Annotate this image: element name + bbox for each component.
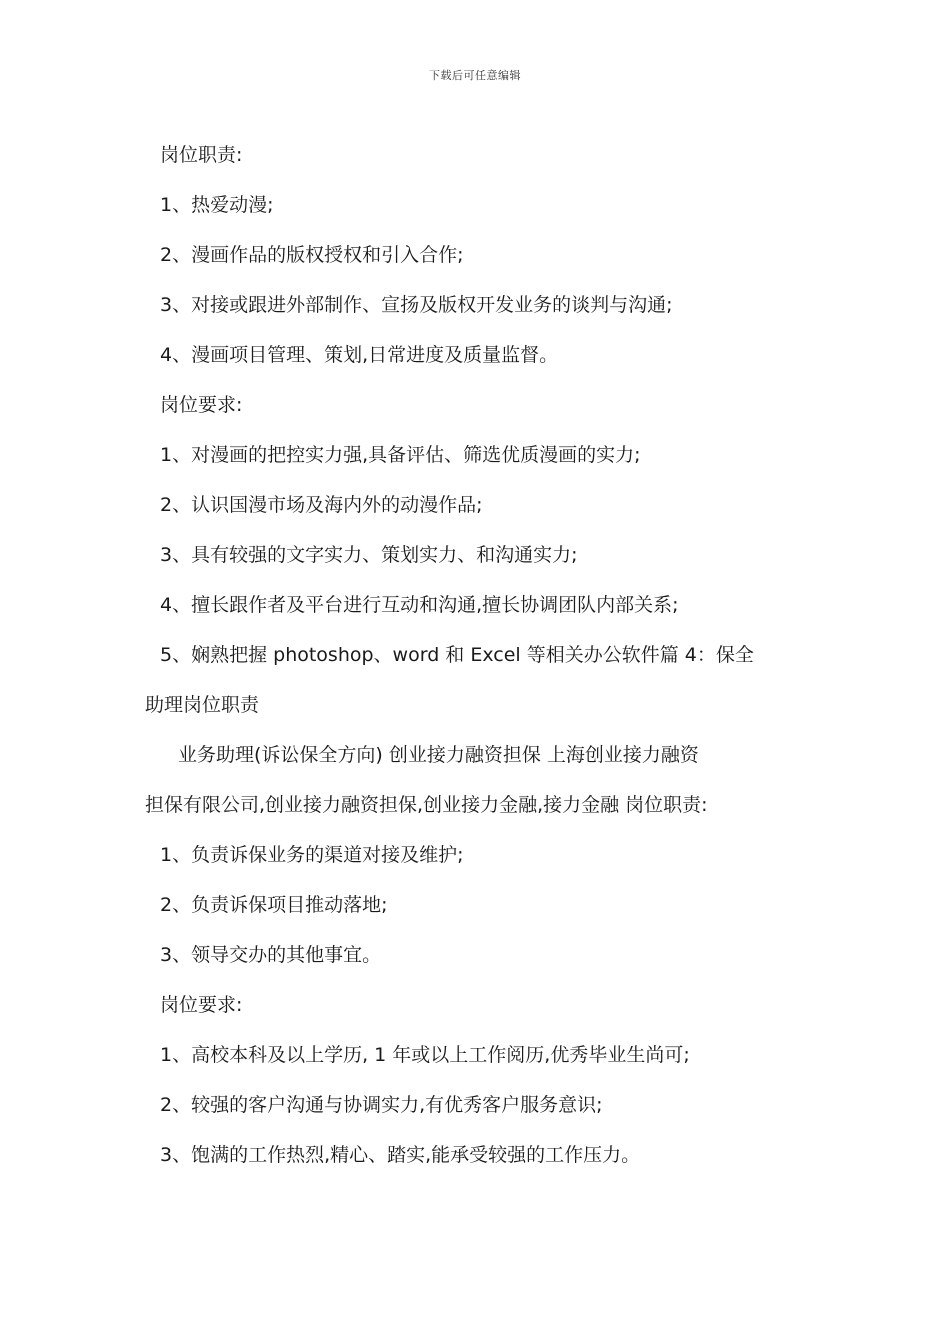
section-heading-requirements: 岗位要求: bbox=[160, 394, 243, 416]
duty-item: 3、对接或跟进外部制作、宣扬及版权开发业务的谈判与沟通; bbox=[160, 294, 673, 316]
duty-item: 2、漫画作品的版权授权和引入合作; bbox=[160, 244, 464, 266]
section-title-continuation: 助理岗位职责 bbox=[145, 694, 260, 716]
requirement-item: 2、认识国漫市场及海内外的动漫作品; bbox=[160, 494, 483, 516]
document-body bbox=[145, 130, 810, 1180]
duty-item: 3、领导交办的其他事宜。 bbox=[160, 944, 382, 966]
requirement-item: 3、饱满的工作热烈,精心、踏实,能承受较强的工作压力。 bbox=[160, 1144, 641, 1166]
requirement-item: 2、较强的客户沟通与协调实力,有优秀客户服务意识; bbox=[160, 1094, 603, 1116]
duty-item: 1、负责诉保业务的渠道对接及维护; bbox=[160, 844, 464, 866]
job-intro-line: 担保有限公司,创业接力融资担保,创业接力金融,接力金融 岗位职责: bbox=[145, 794, 708, 816]
duty-item: 1、热爱动漫; bbox=[160, 194, 274, 216]
requirement-item: 1、高校本科及以上学历, 1 年或以上工作阅历,优秀毕业生尚可; bbox=[160, 1044, 690, 1066]
duty-item: 4、漫画项目管理、策划,日常进度及质量监督。 bbox=[160, 344, 559, 366]
requirement-item: 5、娴熟把握 photoshop、word 和 Excel 等相关办公软件篇 4：保全 bbox=[160, 644, 754, 666]
duty-item: 2、负责诉保项目推动落地; bbox=[160, 894, 388, 916]
requirement-item: 3、具有较强的文字实力、策划实力、和沟通实力; bbox=[160, 544, 578, 566]
page-header: 下载后可任意编辑 bbox=[429, 69, 521, 82]
section-heading-duties: 岗位职责: bbox=[160, 144, 243, 166]
requirement-item: 4、擅长跟作者及平台进行互动和沟通,擅长协调团队内部关系; bbox=[160, 594, 679, 616]
requirement-item: 1、对漫画的把控实力强,具备评估、筛选优质漫画的实力; bbox=[160, 444, 641, 466]
job-intro-line: 业务助理(诉讼保全方向) 创业接力融资担保 上海创业接力融资 bbox=[178, 744, 699, 766]
section-heading-requirements: 岗位要求: bbox=[160, 994, 243, 1016]
